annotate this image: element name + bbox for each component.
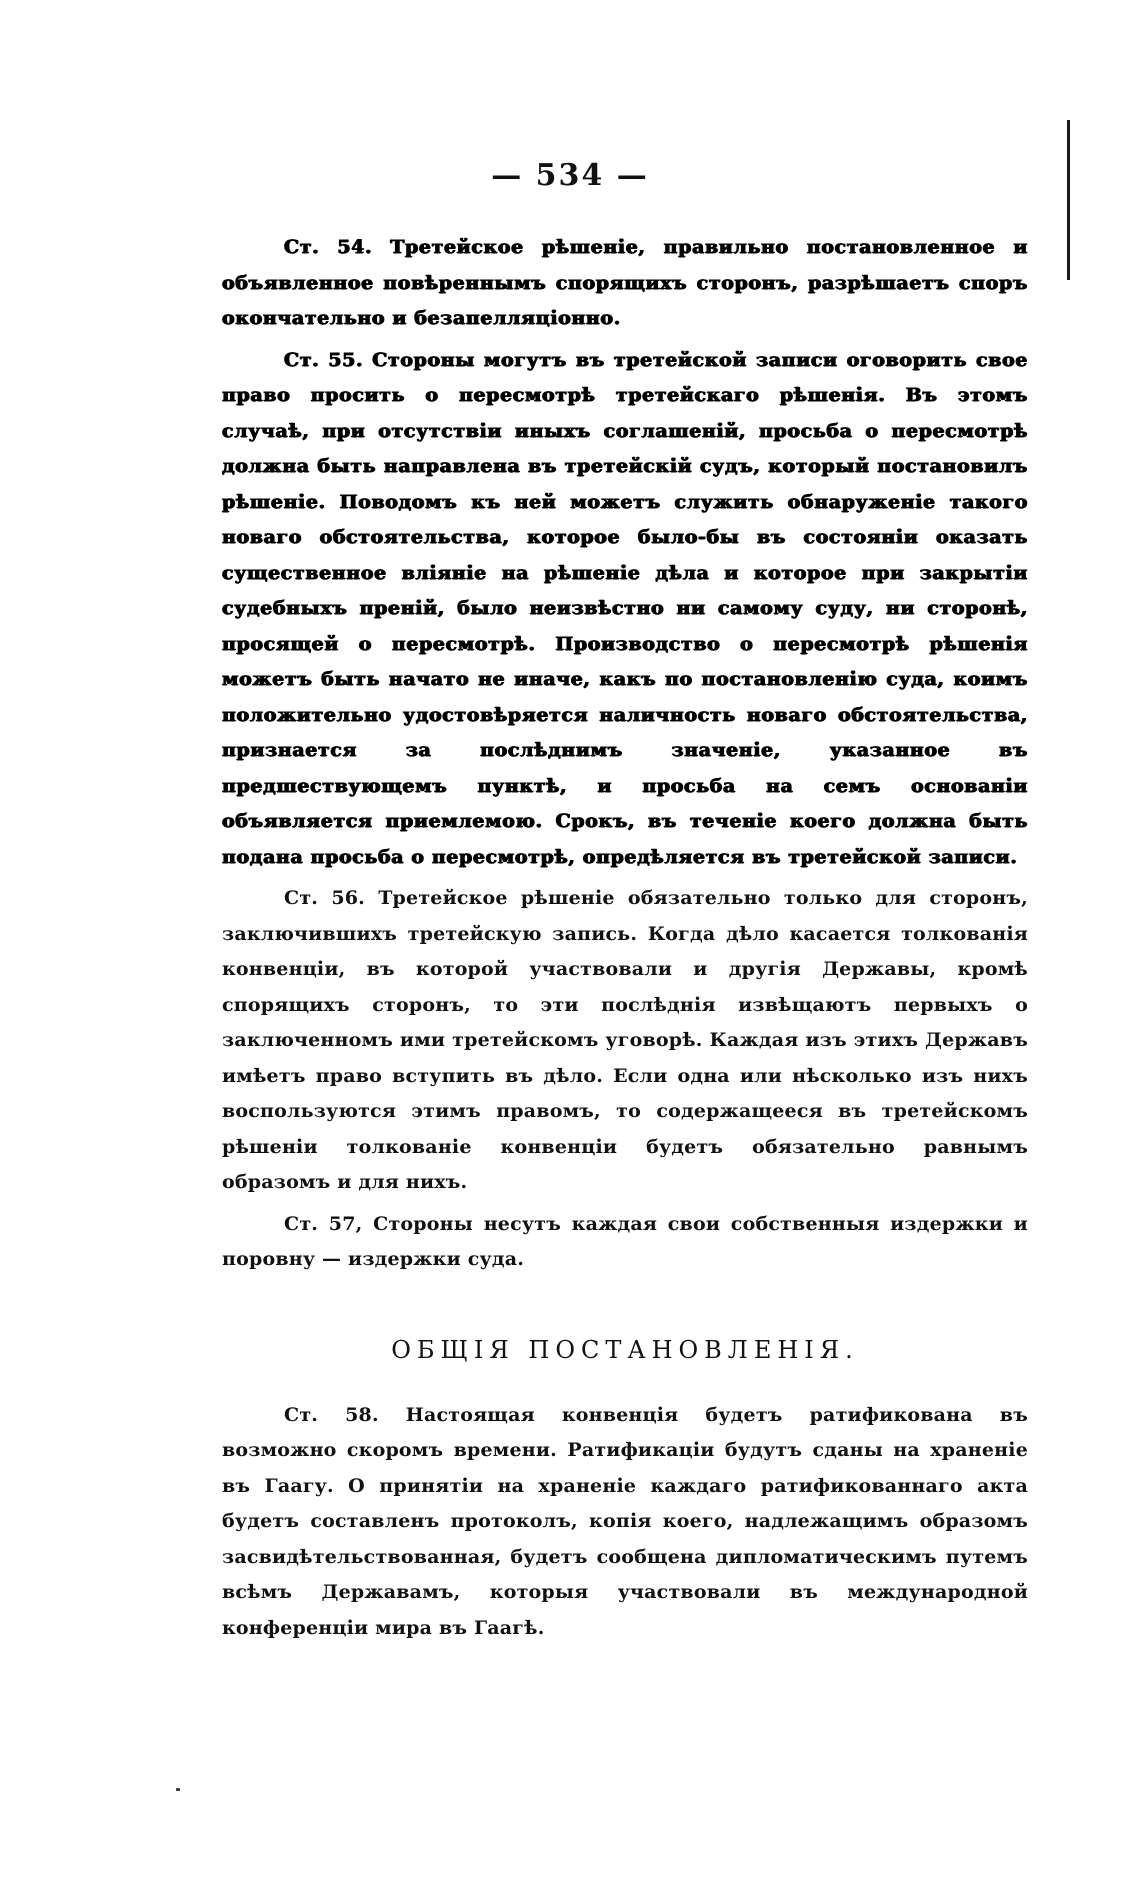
section-heading: ОБЩІЯ ПОСТАНОВЛЕНІЯ. (391, 1335, 859, 1364)
article-text: Третейское рѣшеніе обязательно только для сторонъ, заключившихъ третейскую запись. Когда дѣло касается толкованія конвенціи, въ которой участвовали и другія Державы, кромѣ спорящихъ сторонъ, то эти послѣднія извѣщаютъ первыхъ о заключенномъ ими третейскомъ уговорѣ. Каждая изъ этихъ Державъ имѣетъ право вступить въ дѣло. Если одна или нѣсколько изъ нихъ воспользуются этимъ правомъ, то содержащееся въ третейскомъ рѣшеніи толкованіе конвенціи будетъ обязательно равнымъ образомъ и для нихъ. (222, 887, 1028, 1193)
article-label: Ст. 56. (284, 887, 365, 909)
page-number: — 534 — (491, 158, 649, 193)
article-label: Ст. 57, (284, 1212, 363, 1235)
article-54 (222, 230, 1028, 337)
article-text: Настоящая конвенція будетъ ратификована въ возможно скоромъ времени. Ратификаціи будутъ сданы на храненіе въ Гаагу. О принятіи на храненіе каждаго ратификованнаго акта будетъ составленъ протоколъ, копія коего, надлежащимъ образомъ засвидѣтельствованная, будетъ сообщена дипломатическимъ путемъ всѣмъ Державамъ, которыя участвовали въ международной конференціи мира въ Гаагѣ. (222, 1403, 1028, 1639)
article-56 (222, 881, 1028, 1201)
margin-rule (1067, 120, 1070, 280)
article-label: Ст. 55. (284, 348, 364, 371)
body-text (222, 230, 1028, 1652)
article-text: Стороны могутъ въ третейской записи оговорить свое право просить о пересмотрѣ третейскаго рѣшенія. Въ этомъ случаѣ, при отсутствіи иныхъ соглашеній, просьба о пересмотрѣ должна быть направлена въ третейскій судъ, который постановилъ рѣшеніе. Поводомъ къ ней можетъ служить обнаруженіе такого новаго обстоятельства, которое было-бы въ состояніи оказать существенное вліяніе на рѣшеніе дѣла и которое при закрытіи судебныхъ преній, было неизвѣстно ни самому суду, ни сторонѣ, просящей о пересмотрѣ. Производство о пересмотрѣ рѣшенія можетъ быть начато не иначе, какъ по постановленію суда, коимъ положительно удостовѣряется наличность новаго обстоятельства, признается за послѣднимъ значеніе, указанное въ предшествующемъ пунктѣ, и просьба на семъ основаніи объявляется приемлемою. Срокъ, въ теченіе коего должна быть подана просьба о пересмотрѣ, опредѣляется въ третейской записи. (222, 348, 1029, 868)
article-55 (222, 343, 1028, 876)
scan-speck (176, 1788, 180, 1791)
article-text: Стороны несутъ каждая свои собственныя издержки и поровну — издержки суда. (222, 1212, 1028, 1270)
article-label: Ст. 58. (284, 1403, 379, 1426)
article-text: Третейское рѣшеніе, правильно постановленное и объявленное повѣреннымъ спорящихъ сторонъ, разрѣшаетъ споръ окончательно и безапелляціонно. (222, 236, 1029, 329)
article-58 (222, 1398, 1028, 1647)
article-label: Ст. 54. (284, 236, 373, 258)
article-57 (222, 1207, 1028, 1278)
